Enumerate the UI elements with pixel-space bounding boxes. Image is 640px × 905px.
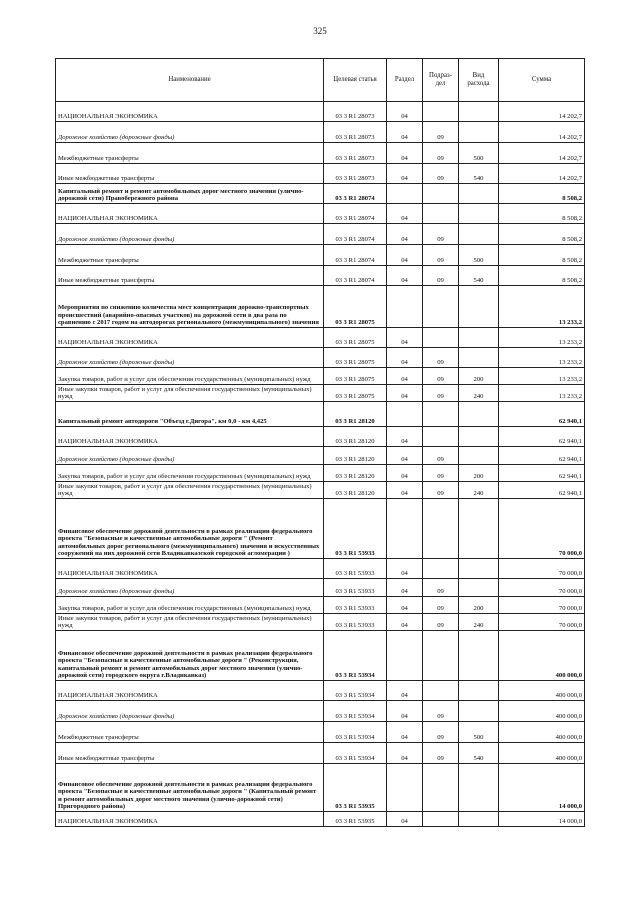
table-row [56,122,585,143]
row-name: Иные межбюджетные трансферты [56,266,324,286]
row-sum: 14 000,0 [499,764,585,812]
table-row [56,722,585,743]
row-section: 04 [387,559,423,579]
row-sum: 62 940,1 [499,465,585,482]
row-name: Межбюджетные трансферты [56,143,324,164]
row-name: Иные межбюджетные трансферты [56,164,324,184]
row-section: 04 [387,385,423,402]
row-target-code: 03 3 R1 28074 [324,204,387,224]
row-expense-kind: 240 [459,385,499,402]
row-target-code: 03 3 R1 53933 [324,579,387,597]
row-subsection [423,812,459,827]
row-subsection: 09 [423,122,459,143]
row-section: 04 [387,328,423,348]
table-row [56,631,585,681]
table-row [56,286,585,328]
row-sum: 14 202,7 [499,102,585,122]
row-expense-kind [459,204,499,224]
row-subsection: 09 [423,743,459,764]
row-subsection [423,559,459,579]
row-sum: 13 233,2 [499,286,585,328]
row-target-code: 03 3 R1 53934 [324,631,387,681]
row-target-code: 03 3 R1 53934 [324,722,387,743]
row-sum: 8 508,2 [499,204,585,224]
row-expense-kind [459,701,499,722]
row-name: НАЦИОНАЛЬНАЯ ЭКОНОМИКА [56,681,324,701]
row-target-code: 03 3 R1 53934 [324,743,387,764]
row-section: 04 [387,427,423,447]
row-subsection [423,427,459,447]
row-name: НАЦИОНАЛЬНАЯ ЭКОНОМИКА [56,559,324,579]
row-sum: 13 233,2 [499,368,585,385]
row-target-code: 03 3 R1 28075 [324,385,387,402]
row-target-code: 03 3 R1 28074 [324,245,387,266]
table-row [56,614,585,631]
row-subsection: 09 [423,447,459,465]
table-row [56,559,585,579]
row-subsection: 09 [423,348,459,368]
row-name: Иные межбюджетные трансферты [56,743,324,764]
header-kind: Вид расхода [459,59,499,102]
row-expense-kind: 500 [459,722,499,743]
row-target-code: 03 3 R1 28120 [324,427,387,447]
row-subsection [423,184,459,204]
row-expense-kind [459,447,499,465]
row-section: 04 [387,102,423,122]
row-subsection: 09 [423,245,459,266]
row-expense-kind [459,122,499,143]
row-section: 04 [387,597,423,614]
table-row [56,597,585,614]
row-subsection: 09 [423,614,459,631]
row-section: 04 [387,681,423,701]
row-name: НАЦИОНАЛЬНАЯ ЭКОНОМИКА [56,812,324,827]
table-row [56,579,585,597]
row-target-code: 03 3 R1 53935 [324,764,387,812]
header-sum: Сумма [499,59,585,102]
row-name: Межбюджетные трансферты [56,722,324,743]
table-row [56,402,585,427]
table-row [56,368,585,385]
table-row [56,681,585,701]
row-expense-kind: 500 [459,245,499,266]
row-target-code: 03 3 R1 53933 [324,597,387,614]
row-sum: 400 000,0 [499,681,585,701]
row-target-code: 03 3 R1 53934 [324,681,387,701]
row-expense-kind: 540 [459,743,499,764]
row-name: Капитальный ремонт автодороги "Объезд г.Дигора", км 0,0 - км 4,425 [56,402,324,427]
table-row [56,164,585,184]
row-name: НАЦИОНАЛЬНАЯ ЭКОНОМИКА [56,427,324,447]
row-subsection: 09 [423,368,459,385]
row-name: Межбюджетные трансферты [56,245,324,266]
row-name: Иные закупки товаров, работ и услуг для обеспечения государственных (муниципальных) нужд [56,385,324,402]
table-row [56,204,585,224]
row-name: НАЦИОНАЛЬНАЯ ЭКОНОМИКА [56,328,324,348]
row-name: НАЦИОНАЛЬНАЯ ЭКОНОМИКА [56,204,324,224]
row-sum: 400 000,0 [499,631,585,681]
row-section: 04 [387,204,423,224]
row-expense-kind [459,427,499,447]
row-target-code: 03 3 R1 28075 [324,348,387,368]
row-target-code: 03 3 R1 53935 [324,812,387,827]
row-name: Иные закупки товаров, работ и услуг для обеспечения государственных (муниципальных) нужд [56,482,324,499]
row-target-code: 03 3 R1 53933 [324,499,387,559]
row-subsection: 09 [423,143,459,164]
table-row [56,348,585,368]
row-expense-kind [459,812,499,827]
table-row [56,743,585,764]
row-name: Дорожное хозяйство (дорожные фонды) [56,122,324,143]
row-subsection [423,328,459,348]
row-section: 04 [387,122,423,143]
row-expense-kind: 200 [459,597,499,614]
row-sum: 400 000,0 [499,701,585,722]
page-number: 325 [313,26,327,36]
row-subsection [423,499,459,559]
row-sum: 62 940,1 [499,447,585,465]
row-section: 04 [387,245,423,266]
row-subsection: 09 [423,266,459,286]
table-row [56,184,585,204]
row-expense-kind: 240 [459,614,499,631]
row-sum: 400 000,0 [499,743,585,764]
table-row [56,245,585,266]
row-subsection [423,286,459,328]
row-sum: 14 202,7 [499,122,585,143]
table-row [56,427,585,447]
row-target-code: 03 3 R1 28075 [324,286,387,328]
row-target-code: 03 3 R1 28074 [324,224,387,245]
row-sum: 70 000,0 [499,579,585,597]
table-row [56,102,585,122]
row-sum: 62 940,1 [499,402,585,427]
row-section [387,286,423,328]
header-name: Наименование [56,59,324,102]
row-target-code: 03 3 R1 28120 [324,447,387,465]
row-name: Дорожное хозяйство (дорожные фонды) [56,579,324,597]
row-expense-kind [459,579,499,597]
row-sum: 14 000,0 [499,812,585,827]
row-expense-kind [459,402,499,427]
row-name: Финансовое обеспечение дорожной деятельности в рамках реализации федерального проекта "Безопасные и качественные автомобильные дороги " (Ремонт автомобильных дорог регионального (межмуниципального) значения и искусственных сооружений на них дорожной сети Владикавказской городской агломерации ) [56,499,324,559]
row-sum: 8 508,2 [499,184,585,204]
row-name: Закупка товаров, работ и услуг для обеспечения государственных (муниципальных) нужд [56,465,324,482]
row-name: Капитальный ремонт и ремонт автомобильных дорог местного значения (улично-дорожной сети) Правобережного района [56,184,324,204]
row-target-code: 03 3 R1 53934 [324,701,387,722]
row-section: 04 [387,614,423,631]
table-header-row [56,59,585,102]
row-expense-kind [459,559,499,579]
row-section [387,631,423,681]
row-expense-kind: 200 [459,465,499,482]
row-section: 04 [387,701,423,722]
row-target-code: 03 3 R1 28120 [324,402,387,427]
row-name: Финансовое обеспечение дорожной деятельности в рамках реализации федерального проекта "Безопасные и качественные автомобильные дороги " (Капитальный ремонт и ремонт автомобильных дорог местного значения (улично-дорожной сети) Пригородного района) [56,764,324,812]
row-subsection [423,681,459,701]
row-name: Закупка товаров, работ и услуг для обеспечения государственных (муниципальных) нужд [56,597,324,614]
row-section: 04 [387,722,423,743]
row-subsection [423,402,459,427]
row-subsection [423,204,459,224]
row-name: Дорожное хозяйство (дорожные фонды) [56,348,324,368]
row-expense-kind [459,348,499,368]
row-target-code: 03 3 R1 28074 [324,266,387,286]
table-row [56,143,585,164]
header-section: Раздел [387,59,423,102]
row-name: Дорожное хозяйство (дорожные фонды) [56,224,324,245]
header-code: Целевая статья [324,59,387,102]
row-expense-kind: 540 [459,266,499,286]
row-section: 04 [387,348,423,368]
row-subsection [423,764,459,812]
row-sum: 70 000,0 [499,559,585,579]
row-name: Закупка товаров, работ и услуг для обеспечения государственных (муниципальных) нужд [56,368,324,385]
row-sum: 70 000,0 [499,597,585,614]
row-expense-kind: 540 [459,164,499,184]
row-section: 04 [387,812,423,827]
row-sum: 13 233,2 [499,385,585,402]
row-expense-kind: 500 [459,143,499,164]
row-name: Финансовое обеспечение дорожной деятельности в рамках реализации федерального проекта "Безопасные и качественные автомобильные дороги " (Реконструкция, капитальный ремонт и ремонт автомобильных дорог местного значения (улично-дорожной сети) городского округа г.Владикавказ) [56,631,324,681]
row-sum: 70 000,0 [499,614,585,631]
table-row [56,385,585,402]
row-target-code: 03 3 R1 53933 [324,559,387,579]
row-subsection: 09 [423,465,459,482]
row-sum: 13 233,2 [499,328,585,348]
row-target-code: 03 3 R1 28073 [324,143,387,164]
row-section: 04 [387,224,423,245]
row-target-code: 03 3 R1 28073 [324,164,387,184]
row-section: 04 [387,266,423,286]
row-expense-kind [459,764,499,812]
row-section: 04 [387,368,423,385]
row-subsection: 09 [423,579,459,597]
row-target-code: 03 3 R1 28120 [324,482,387,499]
row-expense-kind [459,286,499,328]
row-section: 04 [387,447,423,465]
row-section: 04 [387,143,423,164]
table-row [56,701,585,722]
row-target-code: 03 3 R1 28075 [324,328,387,348]
row-sum: 8 508,2 [499,266,585,286]
row-expense-kind [459,499,499,559]
row-sum: 14 202,7 [499,164,585,184]
budget-table [55,58,585,827]
row-subsection: 09 [423,164,459,184]
table-row [56,482,585,499]
row-section [387,184,423,204]
row-name: Дорожное хозяйство (дорожные фонды) [56,447,324,465]
row-expense-kind: 200 [459,368,499,385]
row-target-code: 03 3 R1 28073 [324,102,387,122]
table-row [56,499,585,559]
row-target-code: 03 3 R1 28074 [324,184,387,204]
row-expense-kind: 240 [459,482,499,499]
table-row [56,764,585,812]
row-subsection: 09 [423,701,459,722]
row-subsection [423,631,459,681]
table-row [56,266,585,286]
row-target-code: 03 3 R1 28120 [324,465,387,482]
row-section: 04 [387,164,423,184]
row-subsection: 09 [423,385,459,402]
row-name: Дорожное хозяйство (дорожные фонды) [56,701,324,722]
row-sum: 62 940,1 [499,427,585,447]
table-row [56,465,585,482]
row-subsection: 09 [423,224,459,245]
row-expense-kind [459,681,499,701]
row-section: 04 [387,743,423,764]
header-subsection: Подраз- дел [423,59,459,102]
row-section: 04 [387,482,423,499]
row-sum: 13 233,2 [499,348,585,368]
row-sum: 14 202,7 [499,143,585,164]
row-sum: 400 000,0 [499,722,585,743]
table-row [56,224,585,245]
table-row [56,328,585,348]
row-name: Мероприятия по снижению количества мест концентрации дорожно-транспортных происшествий (аварийно-опасных участков) на дорожной сети в два раза по сравнению с 2017 годом на автодорогах регионального (межмуниципального) значения [56,286,324,328]
row-expense-kind [459,102,499,122]
row-sum: 8 508,2 [499,245,585,266]
row-subsection: 09 [423,597,459,614]
row-section [387,499,423,559]
row-section [387,764,423,812]
row-section [387,402,423,427]
row-subsection: 09 [423,722,459,743]
table-row [56,812,585,827]
row-subsection: 09 [423,482,459,499]
row-sum: 8 508,2 [499,224,585,245]
row-name: НАЦИОНАЛЬНАЯ ЭКОНОМИКА [56,102,324,122]
row-expense-kind [459,224,499,245]
row-expense-kind [459,328,499,348]
row-name: Иные закупки товаров, работ и услуг для обеспечения государственных (муниципальных) нужд [56,614,324,631]
row-section: 04 [387,579,423,597]
row-target-code: 03 3 R1 28075 [324,368,387,385]
row-section: 04 [387,465,423,482]
row-sum: 62 940,1 [499,482,585,499]
table-row [56,447,585,465]
row-target-code: 03 3 R1 28073 [324,122,387,143]
row-target-code: 03 3 R1 53933 [324,614,387,631]
row-sum: 70 000,0 [499,499,585,559]
row-expense-kind [459,631,499,681]
row-subsection [423,102,459,122]
row-expense-kind [459,184,499,204]
